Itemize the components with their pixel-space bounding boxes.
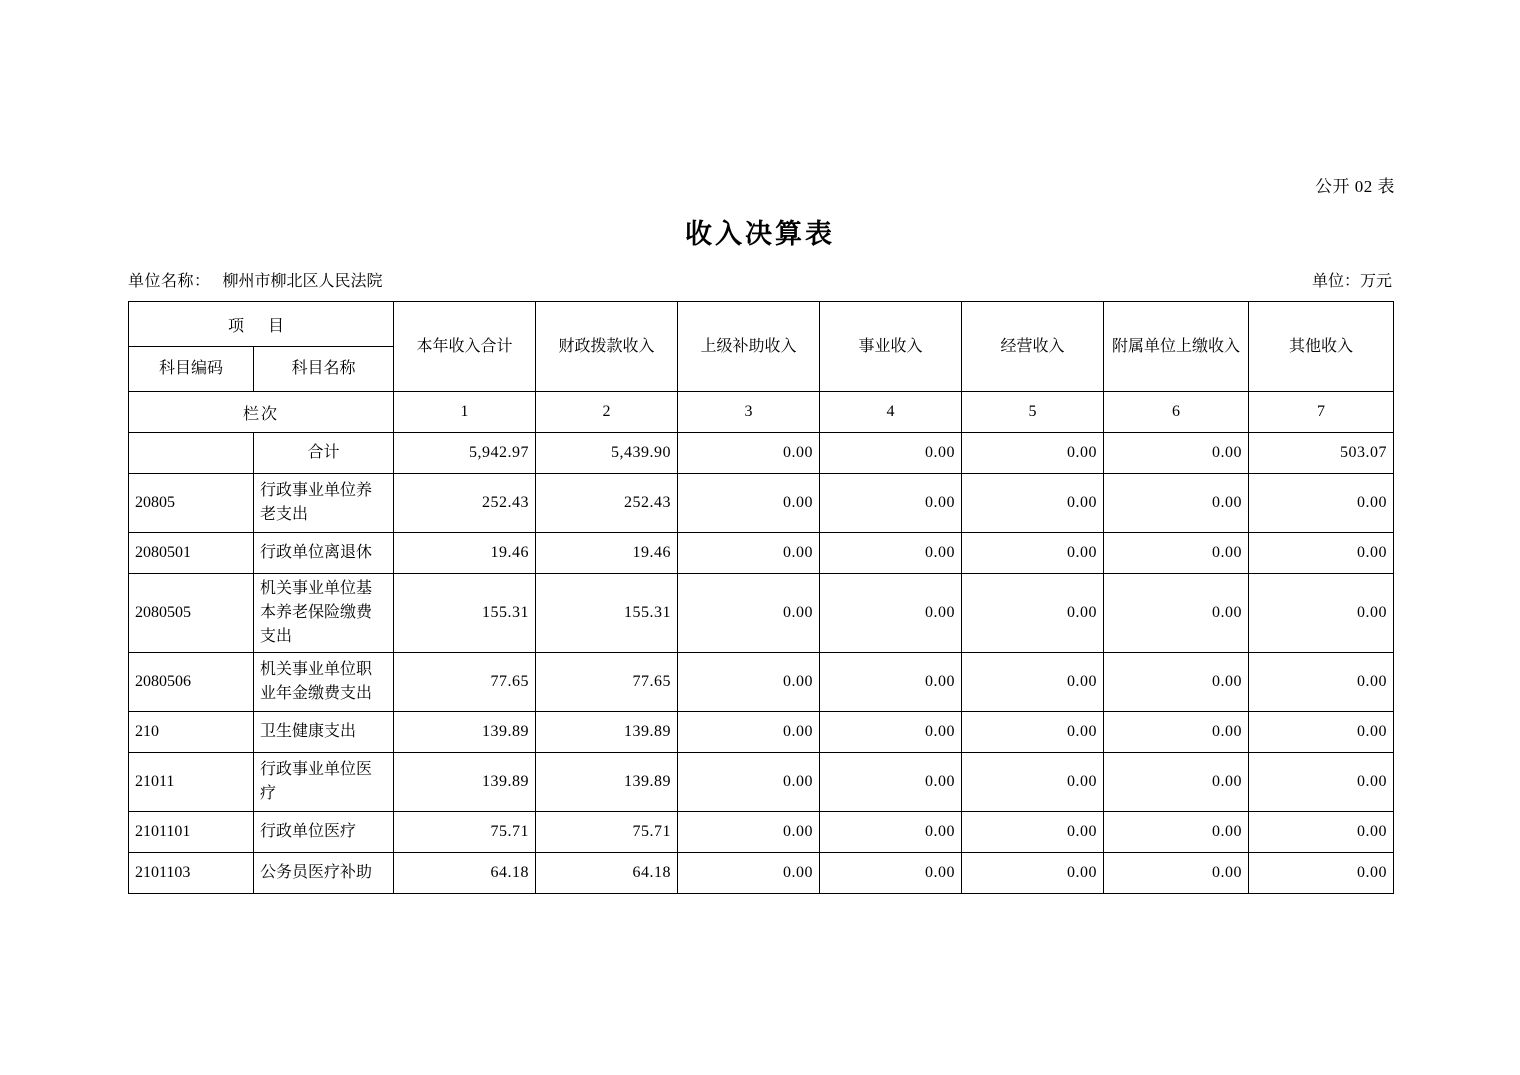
table-row	[129, 653, 1394, 712]
row-value-3: 0.00	[678, 433, 820, 474]
row-value-7: 0.00	[1249, 712, 1394, 753]
row-value-7: 0.00	[1249, 753, 1394, 812]
row-value-1: 139.89	[394, 753, 536, 812]
meta-row	[128, 268, 1392, 290]
row-value-6: 0.00	[1104, 712, 1249, 753]
table-row	[129, 712, 1394, 753]
row-value-3: 0.00	[678, 574, 820, 653]
row-value-2: 64.18	[536, 853, 678, 894]
row-value-6: 0.00	[1104, 433, 1249, 474]
row-value-4: 0.00	[820, 853, 962, 894]
rank-number-7: 7	[1249, 392, 1394, 433]
header-col-code: 科目编码	[129, 347, 254, 392]
income-final-accounts-table	[128, 301, 1394, 894]
row-value-1: 64.18	[394, 853, 536, 894]
row-value-7: 0.00	[1249, 574, 1394, 653]
row-value-4: 0.00	[820, 753, 962, 812]
row-code: 21011	[129, 753, 254, 812]
table-header-row-1	[129, 302, 1394, 347]
row-value-5: 0.00	[962, 533, 1104, 574]
row-value-4: 0.00	[820, 812, 962, 853]
row-name: 公务员医疗补助	[254, 853, 394, 894]
row-value-2: 139.89	[536, 712, 678, 753]
row-value-2: 139.89	[536, 753, 678, 812]
table-row	[129, 812, 1394, 853]
table-row	[129, 574, 1394, 653]
header-item-group: 项 目	[129, 302, 394, 347]
header-col-name: 科目名称	[254, 347, 394, 392]
row-value-6: 0.00	[1104, 533, 1249, 574]
row-value-6: 0.00	[1104, 574, 1249, 653]
row-value-3: 0.00	[678, 712, 820, 753]
row-value-4: 0.00	[820, 433, 962, 474]
row-value-1: 139.89	[394, 712, 536, 753]
row-value-7: 0.00	[1249, 653, 1394, 712]
row-name: 合计	[254, 433, 394, 474]
row-value-1: 5,942.97	[394, 433, 536, 474]
row-name: 机关事业单位基本养老保险缴费支出	[254, 574, 394, 653]
header-col-6: 附属单位上缴收入	[1104, 302, 1249, 392]
rank-number-1: 1	[394, 392, 536, 433]
row-value-6: 0.00	[1104, 853, 1249, 894]
row-value-2: 77.65	[536, 653, 678, 712]
header-col-2: 财政拨款收入	[536, 302, 678, 392]
row-value-6: 0.00	[1104, 753, 1249, 812]
row-code: 20805	[129, 474, 254, 533]
row-name: 行政单位医疗	[254, 812, 394, 853]
row-code: 210	[129, 712, 254, 753]
row-value-1: 75.71	[394, 812, 536, 853]
row-value-7: 0.00	[1249, 812, 1394, 853]
row-code: 2101103	[129, 853, 254, 894]
row-value-5: 0.00	[962, 853, 1104, 894]
table-rank-row	[129, 392, 1394, 433]
unit-name-value: 柳州市柳北区人民法院	[222, 273, 383, 290]
header-col-5: 经营收入	[962, 302, 1104, 392]
row-value-7: 503.07	[1249, 433, 1394, 474]
header-col-4: 事业收入	[820, 302, 962, 392]
row-name: 行政事业单位医疗	[254, 753, 394, 812]
row-value-5: 0.00	[962, 433, 1104, 474]
table-row	[129, 753, 1394, 812]
row-name: 行政单位离退休	[254, 533, 394, 574]
row-value-5: 0.00	[962, 653, 1104, 712]
rank-number-3: 3	[678, 392, 820, 433]
row-value-2: 252.43	[536, 474, 678, 533]
row-value-4: 0.00	[820, 653, 962, 712]
row-value-3: 0.00	[678, 533, 820, 574]
row-value-6: 0.00	[1104, 474, 1249, 533]
row-value-2: 19.46	[536, 533, 678, 574]
row-value-6: 0.00	[1104, 812, 1249, 853]
rank-label: 栏次	[129, 392, 394, 433]
row-value-7: 0.00	[1249, 853, 1394, 894]
form-tag: 公开 02 表	[1315, 177, 1395, 196]
row-value-3: 0.00	[678, 853, 820, 894]
row-value-2: 155.31	[536, 574, 678, 653]
row-value-6: 0.00	[1104, 653, 1249, 712]
row-value-2: 75.71	[536, 812, 678, 853]
header-col-3: 上级补助收入	[678, 302, 820, 392]
row-value-4: 0.00	[820, 474, 962, 533]
rank-number-6: 6	[1104, 392, 1249, 433]
row-name: 机关事业单位职业年金缴费支出	[254, 653, 394, 712]
row-code: 2101101	[129, 812, 254, 853]
row-value-4: 0.00	[820, 533, 962, 574]
row-value-7: 0.00	[1249, 474, 1394, 533]
row-value-5: 0.00	[962, 812, 1104, 853]
header-col-1: 本年收入合计	[394, 302, 536, 392]
table-row	[129, 433, 1394, 474]
page-title: 收入决算表	[685, 219, 835, 249]
table-row	[129, 853, 1394, 894]
row-value-5: 0.00	[962, 712, 1104, 753]
rank-number-2: 2	[536, 392, 678, 433]
row-value-1: 252.43	[394, 474, 536, 533]
row-value-1: 19.46	[394, 533, 536, 574]
row-value-5: 0.00	[962, 753, 1104, 812]
table-row	[129, 533, 1394, 574]
row-value-5: 0.00	[962, 474, 1104, 533]
row-value-4: 0.00	[820, 712, 962, 753]
rank-number-5: 5	[962, 392, 1104, 433]
row-code: 2080505	[129, 574, 254, 653]
header-col-7: 其他收入	[1249, 302, 1394, 392]
row-name: 卫生健康支出	[254, 712, 394, 753]
row-code: 2080506	[129, 653, 254, 712]
unit-name-label: 单位名称：	[128, 273, 211, 290]
table-row	[129, 474, 1394, 533]
row-value-5: 0.00	[962, 574, 1104, 653]
row-code	[129, 433, 254, 474]
row-value-2: 5,439.90	[536, 433, 678, 474]
currency-note: 单位：万元	[1311, 273, 1392, 290]
row-value-3: 0.00	[678, 812, 820, 853]
row-code: 2080501	[129, 533, 254, 574]
row-value-3: 0.00	[678, 753, 820, 812]
row-value-7: 0.00	[1249, 533, 1394, 574]
row-value-3: 0.00	[678, 474, 820, 533]
unit-name-block	[128, 268, 383, 291]
row-value-1: 77.65	[394, 653, 536, 712]
row-name: 行政事业单位养老支出	[254, 474, 394, 533]
row-value-3: 0.00	[678, 653, 820, 712]
row-value-4: 0.00	[820, 574, 962, 653]
rank-number-4: 4	[820, 392, 962, 433]
row-value-1: 155.31	[394, 574, 536, 653]
